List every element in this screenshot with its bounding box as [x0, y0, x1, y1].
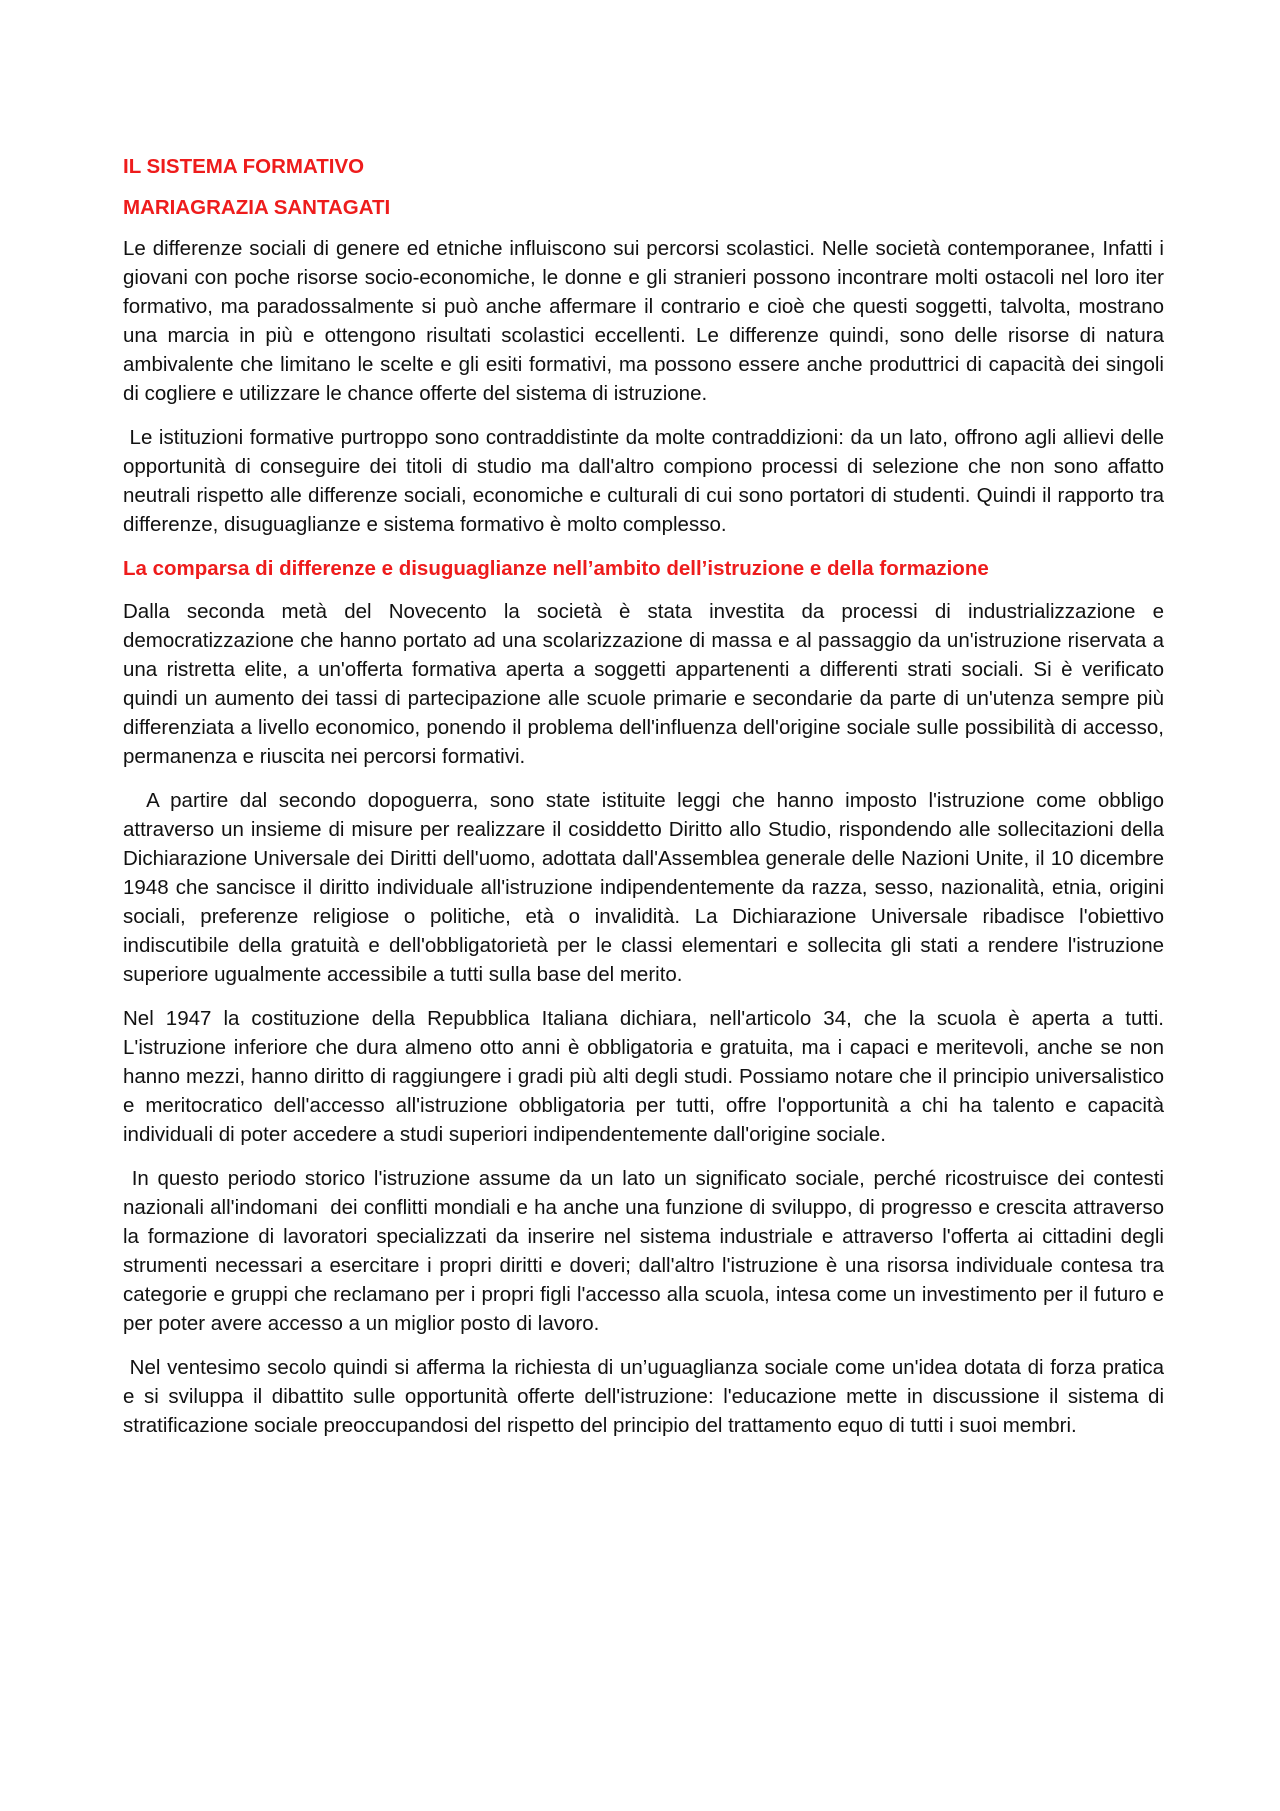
- paragraph-section-3: Nel 1947 la costituzione della Repubblica Italiana dichiara, nell'articolo 34, che la scuola è aperta a tutti. L'istruzione inferiore che dura almeno otto anni è obbligatoria e gratuita, ma i capaci e meritevoli, anche se non hanno mezzi, hanno diritto di raggiungere i gradi più alti degli studi. Possiamo notare che il principio universalistico e meritocratico dell'accesso all'istruzione obbligatoria per tutti, offre l'opportunità a chi ha talento e capacità individuali di poter accedere a studi superiori indipendentemente dall'origine sociale.: [123, 1007, 1170, 1146]
- paragraph-intro-2: Le istituzioni formative purtroppo sono contraddistinte da molte contraddizioni: da un lato, offrono agli allievi delle opportunità di conseguire dei titoli di studio ma dall'altro compiono processi di selezione che non sono affatto neutrali rispetto alle differenze sociali, economiche e culturali di cui sono portatori di studenti. Quindi il rapporto tra differenze, disuguaglianze e sistema formativo è molto complesso.: [123, 426, 1170, 536]
- paragraph-section-5: Nel ventesimo secolo quindi si afferma la richiesta di un’uguaglianza sociale come un'idea dotata di forza pratica e si sviluppa il dibattito sulle opportunità offerte dell'istruzione: l'educazione mette in discussione il sistema di stratificazione sociale preoccupandosi del rispetto del principio del trattamento equo di tutti i suoi membri.: [123, 1356, 1170, 1437]
- document-page: [123, 152, 1170, 1455]
- paragraph-section-2: A partire dal secondo dopoguerra, sono state istituite leggi che hanno imposto l'istruzione come obbligo attraverso un insieme di misure per realizzare il cosiddetto Diritto allo Studio, rispondendo alle sollecitazioni della Dichiarazione Universale dei Diritti dell'uomo, adottata dall'Assemblea generale delle Nazioni Unite, il 10 dicembre 1948 che sancisce il diritto individuale all'istruzione indipendentemente da razza, sesso, nazionalità, etnia, origini sociali, preferenze religiose o politiche, età o invalidità. La Dichiarazione Universale ribadisce l'obiettivo indiscutibile della gratuità e dell'obbligatorietà per le classi elementari e sollecita gli stati a rendere l'istruzione superiore ugualmente accessibile a tutti sulla base del merito.: [123, 789, 1170, 986]
- document-title: IL SISTEMA FORMATIVO: [123, 155, 365, 178]
- paragraph-section-1: Dalla seconda metà del Novecento la società è stata investita da processi di industrializzazione e democratizzazione che hanno portato ad una scolarizzazione di massa e al passaggio da un'istruzione riservata a una ristretta elite, a un'offerta formativa aperta a soggetti appartenenti a differenti strati sociali. Si è verificato quindi un aumento dei tassi di partecipazione alle scuole primarie e secondarie da parte di un'utenza sempre più differenziata a livello economico, ponendo il problema dell'influenza dell'origine sociale sulle possibilità di accesso, permanenza e riuscita nei percorsi formativi.: [123, 600, 1170, 768]
- paragraph-section-4: In questo periodo storico l'istruzione assume da un lato un significato sociale, perché ricostruisce dei contesti nazionali all'indomani dei conflitti mondiali e ha anche una funzione di sviluppo, di progresso e crescita attraverso la formazione di lavoratori specializzati da inserire nel sistema industriale e attraverso l'offerta ai cittadini degli strumenti necessari a esercitare i propri diritti e doveri; dall'altro l'istruzione è una risorsa individuale contesa tra categorie e gruppi che reclamano per i propri figli l'accesso alla scuola, intesa come un investimento per il futuro e per poter avere accesso a un miglior posto di lavoro.: [123, 1167, 1170, 1335]
- paragraph-intro-1: Le differenze sociali di genere ed etniche influiscono sui percorsi scolastici. Nelle società contemporanee, Infatti i giovani con poche risorse socio-economiche, le donne e gli stranieri possono incontrare molti ostacoli nel loro iter formativo, ma paradossalmente si può anche affermare il contrario e cioè che questi soggetti, talvolta, mostrano una marcia in più e ottengono risultati scolastici eccellenti. Le differenze quindi, sono delle risorse di natura ambivalente che limitano le scelte e gli esiti formativi, ma possono essere anche produttrici di capacità dei singoli di cogliere e utilizzare le chance offerte del sistema di istruzione.: [123, 237, 1170, 405]
- document-author: MARIAGRAZIA SANTAGATI: [123, 196, 391, 219]
- section-heading: La comparsa di differenze e disuguaglianze nell’ambito dell’istruzione e della formazione: [123, 557, 989, 580]
